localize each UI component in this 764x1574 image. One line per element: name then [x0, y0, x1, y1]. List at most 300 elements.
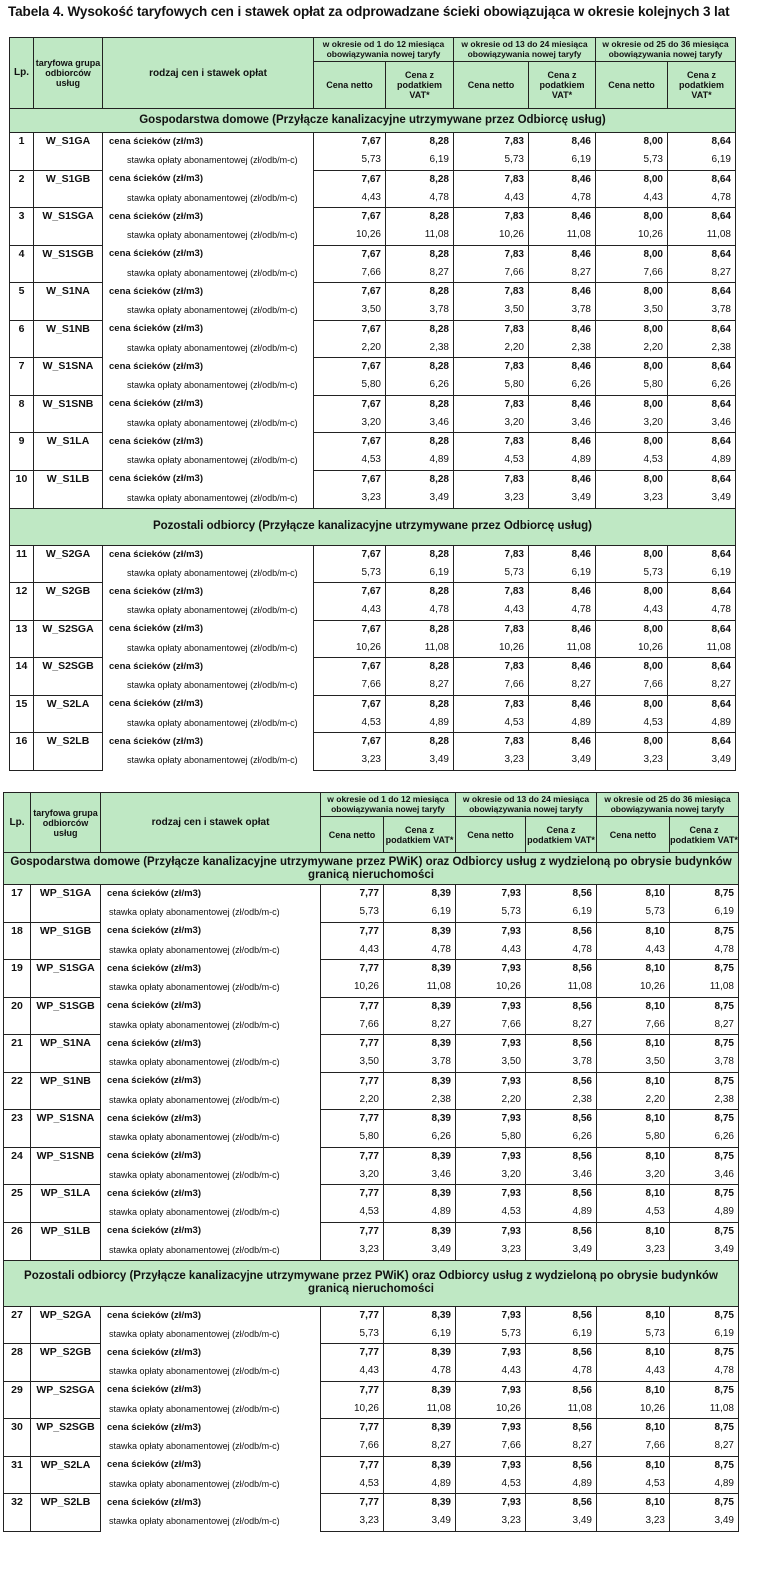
price-value: 7,83: [454, 695, 529, 714]
fee-value: 6,19: [529, 564, 596, 583]
price-value: 7,83: [454, 433, 529, 452]
fee-label-cell: [101, 1241, 321, 1261]
fee-value: 5,73: [321, 903, 384, 922]
fee-value: 4,43: [321, 941, 384, 960]
table-row: [10, 695, 736, 714]
table-row: [4, 1203, 739, 1222]
price-value: 8,10: [597, 1494, 670, 1513]
fee-label: stawka opłaty abonamentowej (zł/odb/m-c): [109, 1057, 280, 1067]
fee-value: 8,27: [670, 1437, 739, 1456]
price-label-cell: [101, 1185, 321, 1204]
price-label: cena ścieków (zł/m3): [107, 1309, 201, 1321]
fee-value: 3,78: [384, 1053, 456, 1072]
fee-value: 3,23: [454, 489, 529, 509]
fee-value: 2,20: [454, 339, 529, 358]
table-row: [10, 320, 736, 339]
price-value: 8,75: [670, 1072, 739, 1091]
fee-value: 3,78: [529, 301, 596, 320]
fee-label: stawka opłaty abonamentowej (zł/odb/m-c): [109, 1516, 280, 1526]
fee-value: 3,50: [596, 301, 668, 320]
tariff-table-1: [9, 37, 736, 771]
price-value: 8,28: [386, 208, 454, 227]
fee-value: 3,23: [456, 1512, 526, 1531]
fee-value: 4,43: [597, 1362, 670, 1381]
section-title: Pozostali odbiorcy (Przyłącze kanalizacyjne utrzymywane przez PWiK) oraz Odbiorcy usług z wydzieloną po obrysie budynków granicą nieruchomości: [4, 1260, 739, 1306]
fee-value: 3,49: [529, 751, 596, 770]
fee-value: 3,20: [454, 414, 529, 433]
price-value: 8,46: [529, 133, 596, 152]
row-number: 30: [4, 1419, 31, 1457]
fee-value: 4,43: [321, 1362, 384, 1381]
fee-value: 4,89: [529, 451, 596, 470]
price-value: 7,77: [321, 1381, 384, 1400]
fee-value: 3,23: [597, 1512, 670, 1531]
price-label-cell: [103, 470, 314, 489]
price-value: 7,77: [321, 1494, 384, 1513]
fee-label-cell: [101, 1166, 321, 1185]
price-value: 8,64: [668, 320, 736, 339]
row-number: 5: [10, 283, 34, 321]
fee-value: 4,43: [596, 189, 668, 208]
fee-value: 4,43: [314, 601, 386, 620]
price-label: cena ścieków (zł/m3): [107, 1225, 201, 1237]
fee-value: 2,38: [670, 1091, 739, 1110]
row-number: 24: [4, 1147, 31, 1185]
price-value: 8,00: [596, 358, 668, 377]
fee-value: 4,53: [454, 451, 529, 470]
price-label-cell: [103, 433, 314, 452]
price-label-cell: [101, 922, 321, 941]
row-number: 17: [4, 885, 31, 923]
fee-value: 4,89: [384, 1203, 456, 1222]
price-value: 8,46: [529, 395, 596, 414]
row-number: 22: [4, 1072, 31, 1110]
fee-label: stawka opłaty abonamentowej (zł/odb/m-c): [127, 230, 298, 240]
price-value: 8,10: [597, 1306, 670, 1325]
fee-label-cell: [103, 601, 314, 620]
price-value: 8,64: [668, 733, 736, 752]
price-value: 7,67: [314, 320, 386, 339]
table-row: [10, 714, 736, 733]
fee-value: 6,19: [668, 151, 736, 170]
price-label: cena ścieków (zł/m3): [107, 1075, 201, 1087]
price-value: 8,39: [384, 1035, 456, 1054]
table-row: [4, 1437, 739, 1456]
price-value: 8,64: [668, 208, 736, 227]
fee-label-cell: [101, 1400, 321, 1419]
price-label: cena ścieków (zł/m3): [107, 1112, 201, 1124]
price-value: 7,93: [456, 997, 526, 1016]
price-value: 8,00: [596, 245, 668, 264]
table-row: [10, 414, 736, 433]
row-number: 15: [10, 695, 34, 733]
row-number: 14: [10, 658, 34, 696]
fee-value: 8,27: [386, 676, 454, 695]
tariff-group: W_S1GA: [34, 133, 103, 171]
table-row: [10, 489, 736, 509]
header-period-2: w okresie od 13 do 24 miesiąca obowiązywania nowej taryfy: [456, 793, 597, 817]
row-number: 11: [10, 545, 34, 583]
header-lp: Lp.: [10, 38, 34, 109]
price-value: 7,93: [456, 1147, 526, 1166]
table-row: [10, 395, 736, 414]
price-value: 7,93: [456, 1306, 526, 1325]
price-label-cell: [101, 1381, 321, 1400]
fee-value: 4,78: [668, 189, 736, 208]
fee-value: 5,73: [314, 564, 386, 583]
fee-value: 8,27: [529, 264, 596, 283]
price-value: 8,28: [386, 433, 454, 452]
table-row: [4, 978, 739, 997]
fee-value: 6,26: [384, 1128, 456, 1147]
fee-value: 6,26: [670, 1128, 739, 1147]
tariff-group: WP_S2SGB: [31, 1419, 101, 1457]
price-value: 8,46: [529, 695, 596, 714]
fee-value: 4,53: [321, 1203, 384, 1222]
fee-label-cell: [103, 564, 314, 583]
tariff-group: W_S1LA: [34, 433, 103, 471]
price-value: 8,75: [670, 1185, 739, 1204]
table-row: [4, 1325, 739, 1344]
price-value: 8,64: [668, 658, 736, 677]
row-number: 6: [10, 320, 34, 358]
fee-label: stawka opłaty abonamentowej (zł/odb/m-c): [109, 1328, 280, 1339]
price-value: 8,46: [529, 733, 596, 752]
price-value: 8,28: [386, 170, 454, 189]
price-value: 8,00: [596, 545, 668, 564]
price-value: 8,64: [668, 545, 736, 564]
table-row: [4, 1381, 739, 1400]
fee-value: 8,27: [668, 676, 736, 695]
fee-value: 5,73: [596, 564, 668, 583]
fee-value: 4,89: [386, 714, 454, 733]
price-value: 7,93: [456, 1456, 526, 1475]
fee-value: 4,78: [670, 1362, 739, 1381]
price-label: cena ścieków (zł/m3): [109, 548, 203, 560]
price-value: 8,64: [668, 433, 736, 452]
price-value: 8,56: [526, 922, 597, 941]
price-value: 8,00: [596, 658, 668, 677]
table-row: [4, 1419, 739, 1438]
price-value: 8,39: [384, 1344, 456, 1363]
row-number: 7: [10, 358, 34, 396]
fee-value: 4,78: [386, 601, 454, 620]
price-value: 8,10: [597, 960, 670, 979]
header-net: Cena netto: [456, 817, 526, 853]
row-number: 2: [10, 170, 34, 208]
fee-value: 4,89: [668, 451, 736, 470]
price-value: 7,83: [454, 283, 529, 302]
price-value: 8,46: [529, 245, 596, 264]
fee-value: 2,38: [384, 1091, 456, 1110]
price-value: 8,39: [384, 960, 456, 979]
fee-value: 4,78: [526, 941, 597, 960]
price-label: cena ścieków (zł/m3): [109, 398, 203, 410]
fee-value: 2,20: [596, 339, 668, 358]
header-period-2: w okresie od 13 do 24 miesiąca obowiązywania nowej taryfy: [454, 38, 596, 62]
fee-value: 3,49: [670, 1241, 739, 1261]
fee-value: 3,49: [384, 1241, 456, 1261]
tariff-table-2: [3, 792, 739, 1532]
header-kind: rodzaj cen i stawek opłat: [103, 38, 314, 109]
header-kind: rodzaj cen i stawek opłat: [101, 793, 321, 853]
tariff-group: W_S1GB: [34, 170, 103, 208]
price-value: 8,00: [596, 733, 668, 752]
row-number: 13: [10, 620, 34, 658]
fee-label: stawka opłaty abonamentowej (zł/odb/m-c): [127, 342, 298, 353]
price-value: 7,93: [456, 1494, 526, 1513]
fee-label: stawka opłaty abonamentowej (zł/odb/m-c): [127, 455, 298, 465]
fee-value: 4,43: [597, 941, 670, 960]
price-label-cell: [103, 545, 314, 564]
price-value: 8,64: [668, 283, 736, 302]
price-value: 8,39: [384, 1494, 456, 1513]
tariff-group: W_S1NA: [34, 283, 103, 321]
fee-value: 5,73: [597, 1325, 670, 1344]
fee-value: 3,20: [456, 1166, 526, 1185]
price-value: 8,39: [384, 1456, 456, 1475]
fee-value: 4,89: [384, 1475, 456, 1494]
price-value: 8,64: [668, 695, 736, 714]
fee-value: 5,80: [597, 1128, 670, 1147]
row-number: 9: [10, 433, 34, 471]
fee-label: stawka opłaty abonamentowej (zł/odb/m-c): [109, 1132, 280, 1142]
fee-value: 3,23: [456, 1241, 526, 1261]
price-value: 8,75: [670, 960, 739, 979]
price-value: 8,75: [670, 1381, 739, 1400]
fee-value: 4,53: [314, 451, 386, 470]
price-value: 8,00: [596, 470, 668, 489]
fee-label-cell: [101, 1128, 321, 1147]
price-value: 8,28: [386, 283, 454, 302]
fee-value: 2,38: [526, 1091, 597, 1110]
header-gross: Cena z podatkiem VAT*: [529, 62, 596, 109]
table-row: [10, 620, 736, 639]
price-value: 8,28: [386, 245, 454, 264]
price-value: 8,46: [529, 583, 596, 602]
price-value: 8,46: [529, 433, 596, 452]
price-value: 8,56: [526, 1185, 597, 1204]
table-row: [10, 226, 736, 245]
fee-value: 6,26: [526, 1128, 597, 1147]
price-value: 7,83: [454, 320, 529, 339]
fee-value: 4,78: [384, 1362, 456, 1381]
row-number: 23: [4, 1110, 31, 1148]
price-value: 8,10: [597, 1419, 670, 1438]
fee-value: 3,78: [668, 301, 736, 320]
price-value: 8,56: [526, 1344, 597, 1363]
fee-label-cell: [103, 189, 314, 208]
fee-value: 10,26: [456, 978, 526, 997]
price-value: 7,77: [321, 1072, 384, 1091]
fee-value: 5,73: [596, 151, 668, 170]
price-value: 7,67: [314, 583, 386, 602]
fee-label-cell: [103, 226, 314, 245]
price-value: 8,75: [670, 1147, 739, 1166]
price-value: 7,67: [314, 545, 386, 564]
table-row: [4, 1475, 739, 1494]
price-value: 8,10: [597, 1381, 670, 1400]
fee-value: 3,49: [386, 751, 454, 770]
price-value: 7,67: [314, 470, 386, 489]
fee-label: stawka opłaty abonamentowej (zł/odb/m-c): [127, 192, 298, 203]
price-value: 8,56: [526, 1147, 597, 1166]
price-value: 8,28: [386, 133, 454, 152]
header-gross: Cena z podatkiem VAT*: [526, 817, 597, 853]
fee-label: stawka opłaty abonamentowej (zł/odb/m-c): [127, 492, 298, 503]
fee-value: 7,66: [314, 264, 386, 283]
row-number: 4: [10, 245, 34, 283]
price-value: 7,83: [454, 208, 529, 227]
price-label-cell: [103, 208, 314, 227]
header-gross: Cena z podatkiem VAT*: [386, 62, 454, 109]
price-value: 8,75: [670, 1222, 739, 1241]
fee-value: 2,38: [386, 339, 454, 358]
price-label-cell: [103, 395, 314, 414]
tariff-group: WP_S1NA: [31, 1035, 101, 1073]
price-value: 7,83: [454, 245, 529, 264]
tariff-group: W_S1LB: [34, 470, 103, 508]
tariff-group: WP_S1LA: [31, 1185, 101, 1223]
table-row: [10, 133, 736, 152]
header-gross: Cena z podatkiem VAT*: [670, 817, 739, 853]
table-row: [4, 1400, 739, 1419]
fee-label: stawka opłaty abonamentowej (zł/odb/m-c): [127, 155, 298, 165]
price-value: 8,56: [526, 960, 597, 979]
tariff-group: W_S2SGA: [34, 620, 103, 658]
table-row: [10, 339, 736, 358]
price-label: cena ścieków (zł/m3): [109, 623, 203, 635]
price-value: 8,10: [597, 1110, 670, 1129]
row-number: 20: [4, 997, 31, 1035]
fee-value: 6,19: [384, 903, 456, 922]
price-value: 8,00: [596, 170, 668, 189]
price-value: 8,75: [670, 1494, 739, 1513]
price-label-cell: [101, 1456, 321, 1475]
fee-value: 3,20: [314, 414, 386, 433]
price-value: 7,77: [321, 1419, 384, 1438]
table-row: [10, 733, 736, 752]
fee-value: 10,26: [596, 226, 668, 245]
section-title: Pozostali odbiorcy (Przyłącze kanalizacyjne utrzymywane przez Odbiorcę usług): [10, 508, 736, 545]
price-label-cell: [101, 1035, 321, 1054]
fee-value: 10,26: [314, 226, 386, 245]
fee-value: 4,43: [314, 189, 386, 208]
price-value: 7,67: [314, 283, 386, 302]
table-row: [10, 601, 736, 620]
fee-value: 4,53: [596, 714, 668, 733]
fee-label-cell: [101, 1016, 321, 1035]
table-row: [4, 997, 739, 1016]
table-row: [4, 1128, 739, 1147]
price-label: cena ścieków (zł/m3): [107, 1037, 201, 1049]
table-row: [10, 189, 736, 208]
price-value: 8,46: [529, 545, 596, 564]
tariff-group: WP_S2SGA: [31, 1381, 101, 1419]
price-value: 8,00: [596, 283, 668, 302]
price-value: 8,75: [670, 1419, 739, 1438]
tariff-group: WP_S1LB: [31, 1222, 101, 1260]
price-value: 8,39: [384, 1147, 456, 1166]
tariff-group: W_S1SGA: [34, 208, 103, 246]
price-value: 8,10: [597, 1456, 670, 1475]
price-label-cell: [103, 658, 314, 677]
price-value: 7,67: [314, 358, 386, 377]
price-value: 8,64: [668, 620, 736, 639]
fee-value: 5,80: [314, 376, 386, 395]
fee-value: 4,89: [386, 451, 454, 470]
fee-value: 6,26: [386, 376, 454, 395]
price-value: 8,28: [386, 658, 454, 677]
fee-value: 4,53: [456, 1203, 526, 1222]
fee-value: 3,46: [384, 1166, 456, 1185]
row-number: 31: [4, 1456, 31, 1494]
fee-value: 5,73: [454, 564, 529, 583]
table-row: [4, 1147, 739, 1166]
price-label: cena ścieków (zł/m3): [109, 210, 203, 222]
price-value: 8,64: [668, 133, 736, 152]
table-row: [4, 1344, 739, 1363]
price-value: 7,83: [454, 133, 529, 152]
fee-value: 4,89: [668, 714, 736, 733]
table-row: [4, 1091, 739, 1110]
price-label: cena ścieków (zł/m3): [107, 888, 201, 899]
table-row: [10, 151, 736, 170]
tariff-group: WP_S1SGA: [31, 960, 101, 998]
fee-value: 4,43: [596, 601, 668, 620]
price-value: 8,00: [596, 583, 668, 602]
price-label: cena ścieków (zł/m3): [107, 1150, 201, 1162]
price-value: 8,46: [529, 320, 596, 339]
price-value: 8,10: [597, 1147, 670, 1166]
fee-value: 4,78: [386, 189, 454, 208]
tariff-group: W_S1NB: [34, 320, 103, 358]
price-value: 7,77: [321, 1035, 384, 1054]
fee-value: 3,23: [597, 1241, 670, 1261]
table-row: [4, 1035, 739, 1054]
fee-label-cell: [101, 978, 321, 997]
table-row: [10, 358, 736, 377]
price-value: 8,28: [386, 470, 454, 489]
fee-value: 4,53: [456, 1475, 526, 1494]
fee-value: 3,50: [321, 1053, 384, 1072]
fee-value: 5,80: [321, 1128, 384, 1147]
price-value: 8,75: [670, 885, 739, 904]
fee-label-cell: [103, 264, 314, 283]
fee-value: 5,73: [454, 151, 529, 170]
price-value: 7,77: [321, 997, 384, 1016]
price-value: 8,75: [670, 922, 739, 941]
fee-label: stawka opłaty abonamentowej (zł/odb/m-c): [109, 944, 280, 955]
tariff-group: WP_S2GA: [31, 1306, 101, 1344]
price-label-cell: [103, 133, 314, 152]
fee-value: 3,46: [529, 414, 596, 433]
price-value: 8,75: [670, 997, 739, 1016]
fee-label-cell: [103, 751, 314, 770]
tariff-group: WP_S1SGB: [31, 997, 101, 1035]
row-number: 21: [4, 1035, 31, 1073]
row-number: 8: [10, 395, 34, 433]
price-value: 8,56: [526, 1381, 597, 1400]
fee-label: stawka opłaty abonamentowej (zł/odb/m-c): [109, 1478, 280, 1489]
price-label: cena ścieków (zł/m3): [107, 1346, 201, 1358]
fee-value: 3,50: [456, 1053, 526, 1072]
price-label-cell: [103, 170, 314, 189]
price-value: 8,10: [597, 885, 670, 904]
tariff-group: W_S1SNA: [34, 358, 103, 396]
table-row: [4, 960, 739, 979]
price-value: 7,67: [314, 395, 386, 414]
